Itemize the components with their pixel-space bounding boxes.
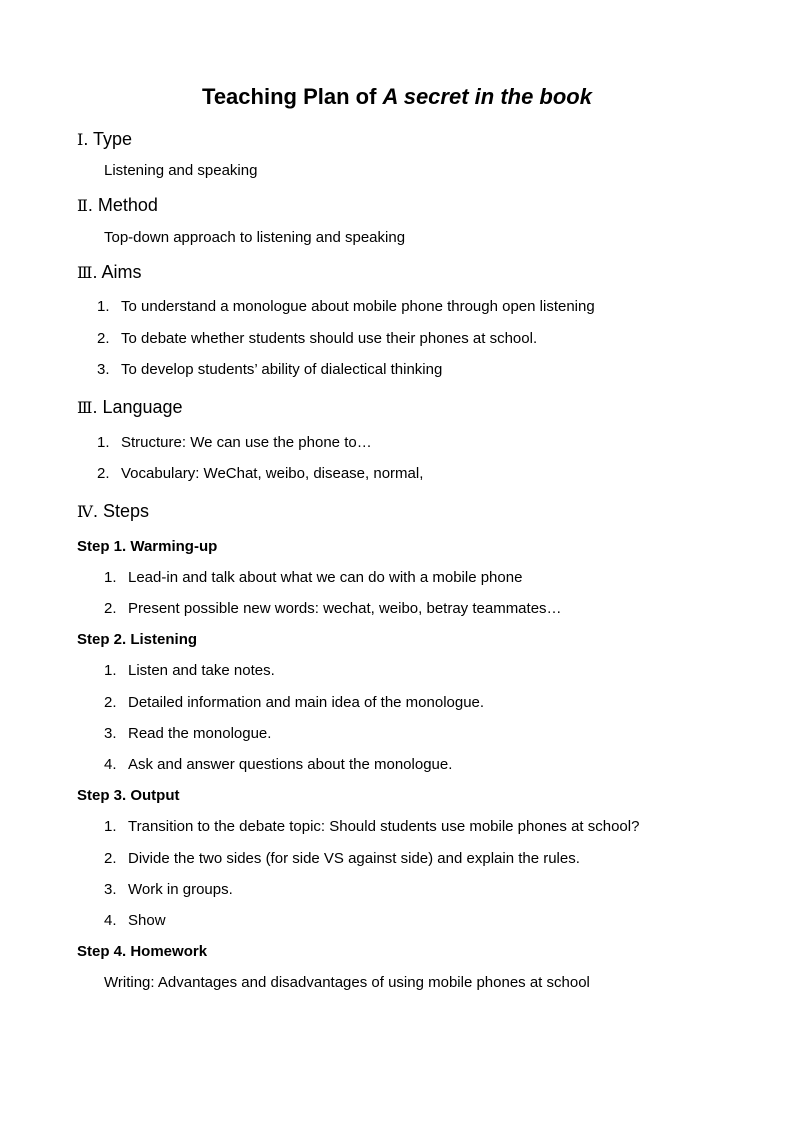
section-heading-method bbox=[77, 194, 158, 217]
list-item bbox=[104, 600, 562, 618]
step-heading-warming-up: Step 1. Warming-up bbox=[77, 538, 218, 555]
section-numeral: Ⅳ bbox=[77, 502, 93, 521]
list-item bbox=[104, 662, 275, 680]
section-label: . Method bbox=[87, 195, 158, 215]
section-numeral: Ⅲ bbox=[77, 263, 93, 282]
list-item bbox=[97, 434, 372, 452]
homework-text: Writing: Advantages and disadvantages of using mobile phones at school bbox=[104, 974, 590, 991]
section-numeral: Ⅱ bbox=[77, 196, 88, 215]
list-item bbox=[104, 725, 271, 743]
list-number: 1. bbox=[104, 569, 117, 586]
step-heading-listening: Step 2. Listening bbox=[77, 631, 198, 648]
list-text: Show bbox=[128, 912, 166, 929]
list-number: 3. bbox=[104, 725, 117, 742]
list-number: 1. bbox=[97, 298, 110, 315]
section-numeral: Ⅲ bbox=[77, 398, 93, 417]
list-text: Work in groups. bbox=[128, 881, 233, 898]
list-text: Read the monologue. bbox=[128, 725, 272, 742]
list-number: 2. bbox=[97, 465, 110, 482]
step-heading-output: Step 3. Output bbox=[77, 787, 180, 804]
list-number: 2. bbox=[104, 850, 117, 867]
step-heading-homework: Step 4. Homework bbox=[77, 943, 208, 960]
title-prefix: Teaching Plan of bbox=[202, 84, 383, 109]
list-item bbox=[104, 850, 580, 868]
section-heading-steps bbox=[77, 500, 149, 523]
list-number: 3. bbox=[97, 361, 110, 378]
list-text: Lead-in and talk about what we can do with a mobile phone bbox=[128, 569, 523, 586]
page-title bbox=[0, 84, 794, 110]
list-item bbox=[97, 298, 595, 316]
section-numeral: Ⅰ bbox=[77, 130, 84, 149]
section-label: . Steps bbox=[92, 501, 150, 521]
method-text: Top-down approach to listening and speaking bbox=[104, 229, 406, 246]
list-item bbox=[97, 330, 537, 348]
list-number: 3. bbox=[104, 881, 117, 898]
list-number: 2. bbox=[97, 330, 110, 347]
list-text: Transition to the debate topic: Should students use mobile phones at school? bbox=[128, 818, 640, 835]
section-label: . Language bbox=[92, 397, 183, 417]
section-heading-type bbox=[77, 128, 132, 151]
list-item bbox=[97, 361, 442, 379]
list-item bbox=[104, 818, 639, 836]
section-label: . Type bbox=[83, 129, 133, 149]
list-number: 4. bbox=[104, 912, 117, 929]
list-text: Structure: We can use the phone to… bbox=[121, 434, 372, 451]
list-number: 2. bbox=[104, 600, 117, 617]
list-number: 1. bbox=[104, 662, 117, 679]
list-text: To develop students’ ability of dialectical thinking bbox=[121, 361, 443, 378]
section-label: . Aims bbox=[92, 262, 142, 282]
section-heading-aims bbox=[77, 261, 141, 284]
section-heading-language bbox=[77, 396, 183, 419]
list-item bbox=[104, 694, 484, 712]
list-number: 4. bbox=[104, 756, 117, 773]
list-text: Detailed information and main idea of the monologue. bbox=[128, 694, 485, 711]
list-text: Ask and answer questions about the monologue. bbox=[128, 756, 453, 773]
list-number: 1. bbox=[97, 434, 110, 451]
list-item bbox=[104, 912, 166, 930]
list-text: To understand a monologue about mobile phone through open listening bbox=[121, 298, 595, 315]
list-item bbox=[104, 756, 452, 774]
list-text: To debate whether students should use their phones at school. bbox=[121, 330, 538, 347]
type-text: Listening and speaking bbox=[104, 162, 258, 179]
list-number: 1. bbox=[104, 818, 117, 835]
list-text: Divide the two sides (for side VS against side) and explain the rules. bbox=[128, 850, 580, 867]
list-item bbox=[104, 569, 522, 587]
list-number: 2. bbox=[104, 694, 117, 711]
list-text: Vocabulary: WeChat, weibo, disease, normal, bbox=[121, 465, 424, 482]
list-text: Listen and take notes. bbox=[128, 662, 275, 679]
list-text: Present possible new words: wechat, weibo, betray teammates… bbox=[128, 600, 562, 617]
title-book-name: A secret in the book bbox=[382, 84, 592, 109]
list-item bbox=[104, 881, 233, 899]
list-item bbox=[97, 465, 423, 483]
